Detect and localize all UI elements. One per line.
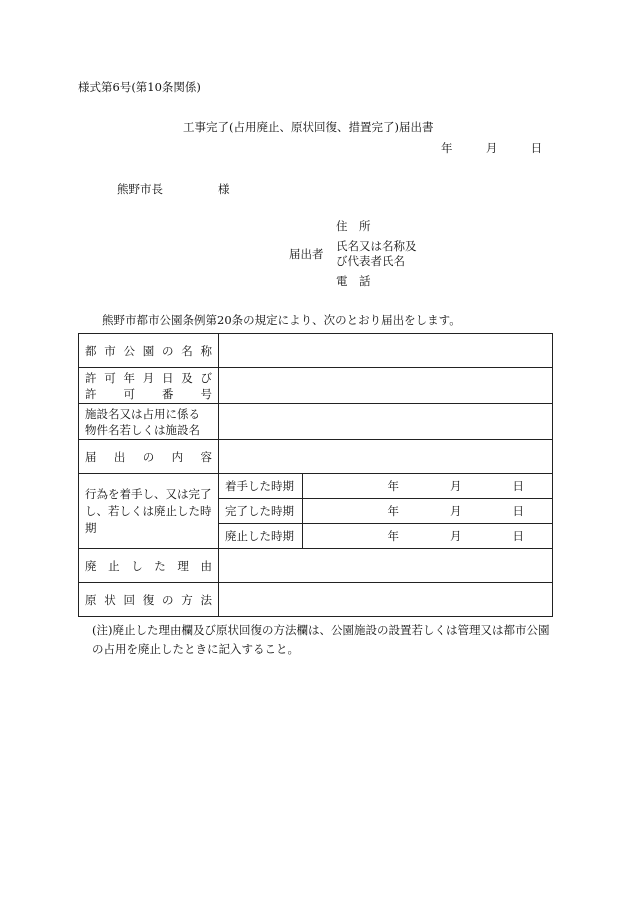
notice-content-text (85, 449, 212, 465)
facility-value[interactable] (219, 404, 553, 440)
period-date-complete[interactable]: 年 月 日 (303, 499, 553, 524)
period-date-start[interactable]: 年 月 日 (303, 474, 553, 499)
notice-content-value[interactable] (219, 440, 553, 474)
row-reason (79, 549, 553, 583)
permit-label-line2 (85, 386, 212, 402)
label-char: 号 (200, 386, 212, 401)
label-char: 称 (200, 343, 212, 358)
park-name-text (85, 343, 212, 359)
label-char: 都 (85, 343, 97, 358)
label-char: の (162, 592, 174, 607)
label-char: 番 (162, 386, 174, 401)
label-char: 及 (181, 370, 193, 385)
row-notice-content (79, 440, 553, 474)
park-name-label (79, 334, 219, 368)
reason-text (85, 558, 212, 574)
notifier-label: 届出者 (289, 247, 324, 261)
restore-text (85, 592, 212, 608)
permit-label-line1 (85, 370, 212, 386)
permit-value[interactable] (219, 368, 553, 404)
statement: 熊野市都市公園条例第20条の規定により、次のとおり届出をします。 (102, 313, 461, 327)
label-char: 許 (85, 386, 97, 401)
label-char: 回 (123, 592, 135, 607)
label-char: 日 (162, 370, 174, 385)
label-char: 容 (200, 449, 212, 464)
park-name-value[interactable] (219, 334, 553, 368)
label-char: た (154, 558, 166, 573)
period-date-abolish[interactable]: 年 月 日 (303, 524, 553, 549)
label-char: 内 (171, 449, 184, 464)
label-char: 出 (113, 449, 126, 464)
notifier-name-label-2: び代表者氏名 (336, 254, 405, 268)
facility-label-line1: 施設名又は占用に係る (85, 406, 200, 421)
facility-label (79, 404, 219, 440)
period-label-start: 着手した時期 (219, 474, 303, 499)
label-char: 理 (177, 558, 189, 573)
restore-label (79, 583, 219, 617)
label-char: 原 (85, 592, 97, 607)
label-char: 止 (108, 558, 120, 573)
notifier-phone-label: 電 話 (336, 274, 371, 288)
period-label-abolish: 廃止した時期 (219, 524, 303, 549)
reason-value[interactable] (219, 549, 553, 583)
date-day: 日 (530, 141, 543, 155)
row-period-start (79, 474, 553, 499)
label-char: し (131, 558, 143, 573)
notification-table (78, 333, 553, 617)
label-char: の (162, 343, 174, 358)
label-char: 届 (85, 449, 97, 464)
label-char: 状 (104, 592, 116, 607)
row-permit (79, 368, 553, 404)
label-char: 名 (181, 343, 193, 358)
document-title: 工事完了(占用廃止、原状回復、措置完了)届出書 (183, 120, 434, 134)
act-period-text: 行為を着手し、又は完了し、若しくは廃止した時期 (85, 486, 212, 535)
label-char: 年 (123, 370, 135, 385)
reason-label (79, 549, 219, 583)
label-char: 市 (104, 343, 116, 358)
label-char: 可 (123, 386, 135, 401)
label-char: び (200, 370, 212, 385)
label-char: 公 (123, 343, 135, 358)
label-char: 園 (142, 343, 155, 358)
label-char: 可 (104, 370, 116, 385)
period-label-complete: 完了した時期 (219, 499, 303, 524)
row-facility (79, 404, 553, 440)
date-line (441, 140, 542, 156)
label-char: 法 (200, 592, 212, 607)
footnote: (注)廃止した理由欄及び原状回復の方法欄は、公園施設の設置若しくは管理又は都市公園の占用を廃止したときに記入すること。 (92, 623, 550, 656)
facility-label-line2: 物件名若しくは施設名 (85, 422, 200, 437)
row-park-name (79, 334, 553, 368)
addressee-name: 熊野市長 (117, 182, 163, 196)
date-month: 月 (485, 141, 498, 155)
form-number: 様式第6号(第10条関係) (78, 80, 201, 94)
label-char: 月 (142, 370, 155, 385)
notifier-name-label-1: 氏名又は名称及 (336, 239, 417, 253)
label-char: 方 (181, 592, 193, 607)
restore-value[interactable] (219, 583, 553, 617)
label-char: の (142, 449, 155, 464)
notifier-address-label: 住 所 (336, 219, 371, 233)
act-period-label (79, 474, 219, 549)
label-char: 復 (142, 592, 155, 607)
notice-content-label (79, 440, 219, 474)
addressee-honorific: 様 (218, 182, 230, 196)
label-char: 許 (85, 370, 97, 385)
permit-label (79, 368, 219, 404)
label-char: 廃 (85, 558, 97, 573)
date-year: 年 (441, 141, 453, 155)
label-char: 由 (200, 558, 212, 573)
row-restore (79, 583, 553, 617)
